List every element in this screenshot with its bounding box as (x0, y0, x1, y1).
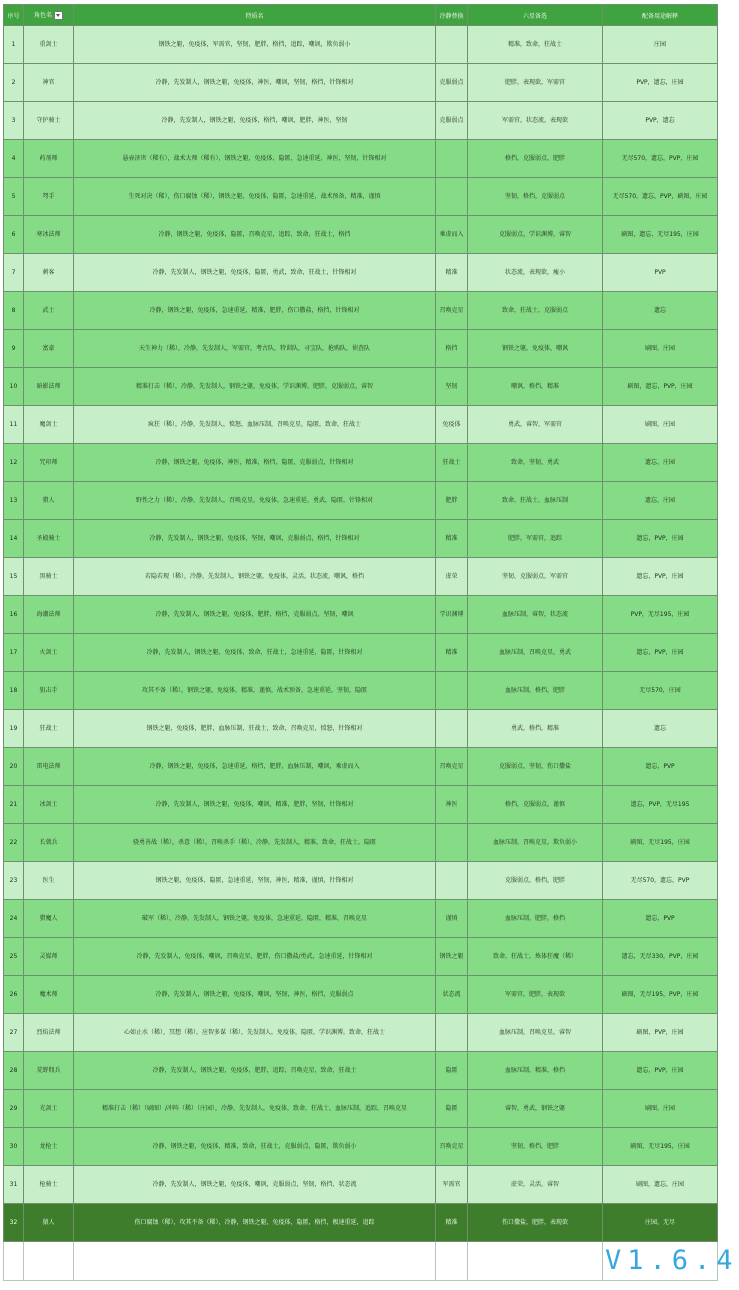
calm-replace-cell (436, 1014, 468, 1052)
traits-cell: 悬壶济世（稀有），战术大师（稀有），钢铁之躯，免疫体，隐匿，急速重延，神医，坚韧，针锋相对 (74, 140, 436, 178)
usage-cell: PVP (603, 254, 718, 292)
traits-cell: 攻其不备（稀），钢铁之躯，免疫体，精准，谨慎，战术预备，急速重延，坚韧，隐匿 (74, 672, 436, 710)
usage-cell: 遗忘，PVP (603, 748, 718, 786)
table-row (4, 26, 718, 64)
row-number-cell: 20 (4, 748, 24, 786)
blank-cell (436, 1242, 468, 1281)
calm-replace-cell (436, 178, 468, 216)
header-name-label: 角色名 (33, 12, 52, 19)
table-row (4, 748, 718, 786)
table-row (4, 140, 718, 178)
role-name-cell: 海潮法师 (24, 596, 74, 634)
row-number-cell: 27 (4, 1014, 24, 1052)
traits-cell: 伤口腐蚀（稀），攻其不备（稀），冷静，钢铁之躯，免疫体，隐匿，格挡，极速重延，追踪 (74, 1204, 436, 1242)
table-row (4, 368, 718, 406)
usage-cell: 遗忘，庄园 (603, 444, 718, 482)
role-name-cell: 重剑士 (24, 26, 74, 64)
usage-cell: PVP，无尽195，庄园 (603, 596, 718, 634)
usage-cell: 遗忘 (603, 292, 718, 330)
traits-cell: 冷静，先发制人，钢铁之躯，免疫体，隐匿，勇武，致命，狂战士，针锋相对 (74, 254, 436, 292)
usage-cell: 刷图，遗忘，无尽195，庄园 (603, 216, 718, 254)
six-star-options-cell: 坚韧，克服弱点，军需官 (468, 558, 603, 596)
usage-cell: 刷图，无尽195，庄园 (603, 824, 718, 862)
role-name-cell: 弩手 (24, 178, 74, 216)
usage-cell: 遗忘，PVP (603, 900, 718, 938)
header-traits: 特质名 (74, 5, 436, 26)
row-number-cell: 22 (4, 824, 24, 862)
role-name-cell: 烈焰法师 (24, 1014, 74, 1052)
calm-replace-cell: 坚韧 (436, 368, 468, 406)
header-calm: 冷静替换 (436, 5, 468, 26)
calm-replace-cell: 召唤克星 (436, 1128, 468, 1166)
traits-cell: 破军（稀），冷静，先发制人，钢铁之躯，免疫体，急速重延，隐匿，精准，召唤克星 (74, 900, 436, 938)
row-number-cell: 2 (4, 64, 24, 102)
role-name-cell: 咒印师 (24, 444, 74, 482)
usage-cell: 无尽570，遗忘，PVP，庄园 (603, 140, 718, 178)
usage-cell: 刷图，庄园 (603, 330, 718, 368)
six-star-options-cell: 致命，狂战士，炼体狂魔（稀） (468, 938, 603, 976)
calm-replace-cell: 乘虚而入 (436, 216, 468, 254)
role-name-cell: 长戟兵 (24, 824, 74, 862)
table-row (4, 634, 718, 672)
six-star-options-cell: 血脉压制，格挡，肥胖 (468, 672, 603, 710)
traits-cell: 冷静，钢铁之躯，免疫体，隐匿，召唤克星，追踪，致命，狂战士，格挡 (74, 216, 436, 254)
six-star-options-cell: 虚荣，灵活，睿智 (468, 1166, 603, 1204)
role-name-cell: 医生 (24, 862, 74, 900)
role-name-cell: 冰剑士 (24, 786, 74, 824)
usage-cell: 遗忘，PVP，庄园 (603, 558, 718, 596)
calm-replace-cell: 钢铁之躯 (436, 938, 468, 976)
row-number-cell: 14 (4, 520, 24, 558)
traits-cell: 心如止水（稀），冥想（稀），应智多谋（稀），先发制人，免疫体，隐匿，学识渊博，致命，狂战士 (74, 1014, 436, 1052)
six-star-options-cell: 格挡，克服弱点，谨慎 (468, 786, 603, 824)
usage-cell: 刷图，无尽195，庄园 (603, 1128, 718, 1166)
row-number-cell: 5 (4, 178, 24, 216)
usage-cell: 遗忘，PVP，庄园 (603, 634, 718, 672)
six-star-options-cell: 军需官，肥胖，表现欲 (468, 976, 603, 1014)
traits-cell: 冷静，先发制人，钢铁之躯，免疫体，嘲讽，精准，肥胖，坚韧，针锋相对 (74, 786, 436, 824)
six-star-options-cell: 克服弱点，格挡，肥胖 (468, 862, 603, 900)
row-number-cell: 10 (4, 368, 24, 406)
row-number-cell: 4 (4, 140, 24, 178)
usage-cell: 遗忘 (603, 710, 718, 748)
header-name[interactable] (24, 5, 74, 26)
traits-cell: 冷静，先发制人，钢铁之躯，免疫体，格挡，嘲讽，肥胖，神医，坚韧 (74, 102, 436, 140)
table-row (4, 102, 718, 140)
traits-cell: 野性之力（稀），冷静，先发制人，召唤克星，免疫体，急速重延，勇武，隐匿，针锋相对 (74, 482, 436, 520)
calm-replace-cell: 学识渊博 (436, 596, 468, 634)
usage-cell: 刷图，遗忘，PVP，庄园 (603, 368, 718, 406)
row-number-cell: 12 (4, 444, 24, 482)
role-name-cell: 雷电法师 (24, 748, 74, 786)
version-label: V1.6.4 (603, 1242, 718, 1281)
usage-cell: 刷图，庄园 (603, 406, 718, 444)
six-star-options-cell: 致命，坚韧，勇武 (468, 444, 603, 482)
blank-row (4, 1242, 718, 1281)
six-star-options-cell: 肥胖，表现欲，军需官 (468, 64, 603, 102)
usage-cell: 遗忘，PVP，无尽195 (603, 786, 718, 824)
header-use: 配备用途解释 (603, 5, 718, 26)
row-number-cell: 31 (4, 1166, 24, 1204)
header-six-star: 六星备选 (468, 5, 603, 26)
row-number-cell: 15 (4, 558, 24, 596)
traits-cell: 钢铁之躯，免疫体，军需官，坚韧，肥胖，格挡，追踪，嘲讽，欺负弱小 (74, 26, 436, 64)
role-name-cell: 寒冰法师 (24, 216, 74, 254)
six-star-options-cell: 军需官，状态流，表现欲 (468, 102, 603, 140)
usage-cell: 遗忘，庄园 (603, 482, 718, 520)
role-name-cell: 龙枪士 (24, 1128, 74, 1166)
table-row (4, 216, 718, 254)
traits-cell: 冷静，先发制人，钢铁之躯，免疫体，肥胖，格挡，克服弱点，坚韧，嘲讽 (74, 596, 436, 634)
role-name-cell: 守护骑士 (24, 102, 74, 140)
table-row (4, 178, 718, 216)
six-star-options-cell: 钢铁之躯，免疫体，嘲讽 (468, 330, 603, 368)
role-name-cell: 药剂师 (24, 140, 74, 178)
row-number-cell: 11 (4, 406, 24, 444)
six-star-options-cell: 肥胖，军需官，追踪 (468, 520, 603, 558)
six-star-options-cell: 血脉压制，精准，格挡 (468, 1052, 603, 1090)
six-star-options-cell: 血脉压制，召唤克星，勇武 (468, 634, 603, 672)
six-star-options-cell: 睿智，勇武，钢铁之躯 (468, 1090, 603, 1128)
usage-cell: 刷图，无尽195，PVP，庄园 (603, 976, 718, 1014)
row-number-cell: 21 (4, 786, 24, 824)
usage-cell: 庄园，无尽 (603, 1204, 718, 1242)
row-number-cell: 7 (4, 254, 24, 292)
traits-cell: 钢铁之躯，免疫体，肥胖，血脉压制，狂战士，致命，召唤克星，愤怒，针锋相对 (74, 710, 436, 748)
blank-cell (24, 1242, 74, 1281)
role-name-cell: 枪骑士 (24, 1166, 74, 1204)
role-name-cell: 暗影法师 (24, 368, 74, 406)
calm-replace-cell: 隐匿 (436, 1052, 468, 1090)
table-row (4, 330, 718, 368)
row-number-cell: 1 (4, 26, 24, 64)
calm-replace-cell (436, 710, 468, 748)
role-name-cell: 魔剑士 (24, 406, 74, 444)
six-star-options-cell: 血脉压制，召唤克星，睿智 (468, 1014, 603, 1052)
role-name-cell: 富豪 (24, 330, 74, 368)
role-name-cell: 刺客 (24, 254, 74, 292)
six-star-options-cell: 精准，致命，狂战士 (468, 26, 603, 64)
six-star-options-cell: 坚韧，格挡，肥胖 (468, 1128, 603, 1166)
role-name-cell: 魔术师 (24, 976, 74, 1014)
table-row (4, 938, 718, 976)
six-star-options-cell: 血脉压制，肥胖，格挡 (468, 900, 603, 938)
six-star-options-cell: 致命，狂战士，克服弱点 (468, 292, 603, 330)
six-star-options-cell: 状态流，表现欲，瘦小 (468, 254, 603, 292)
calm-replace-cell: 军需官 (436, 1166, 468, 1204)
filter-dropdown-icon[interactable] (54, 11, 63, 20)
role-name-cell: 猎人 (24, 482, 74, 520)
calm-replace-cell: 状态流 (436, 976, 468, 1014)
calm-replace-cell (436, 672, 468, 710)
traits-cell: 冷静，先发制人，钢铁之躯，免疫体，神医，嘲讽，坚韧，格挡，针锋相对 (74, 64, 436, 102)
six-star-options-cell: 坚韧，格挡，克服弱点 (468, 178, 603, 216)
row-number-cell: 17 (4, 634, 24, 672)
six-star-options-cell: 伤口撒盐，肥胖，表现欲 (468, 1204, 603, 1242)
traits-cell: 冷静，钢铁之躯，免疫体，急速重延，精准，肥胖，伤口撒盐，格挡，针锋相对 (74, 292, 436, 330)
calm-replace-cell: 虚荣 (436, 558, 468, 596)
six-star-options-cell: 克服弱点，学识渊博，睿智 (468, 216, 603, 254)
calm-replace-cell: 精准 (436, 254, 468, 292)
table-row (4, 710, 718, 748)
traits-cell: 骁勇善战（稀），杀意（稀），召唤杀手（稀），冷静，先发制人，精准，致命，狂战士，隐匿 (74, 824, 436, 862)
table-row (4, 672, 718, 710)
six-star-options-cell: 格挡，克服弱点，肥胖 (468, 140, 603, 178)
traits-cell: 天生神力（稀），冷静，先发制人，军需官，考古队，特训队，寻宝队，抢购队，侦查队 (74, 330, 436, 368)
usage-cell: 刷图，庄园 (603, 1090, 718, 1128)
calm-replace-cell: 肥胖 (436, 482, 468, 520)
row-number-cell: 28 (4, 1052, 24, 1090)
six-star-options-cell: 勇武，睿智，军需官 (468, 406, 603, 444)
usage-cell: PVP，遗忘，庄园 (603, 64, 718, 102)
six-star-options-cell: 勇武，格挡，精准 (468, 710, 603, 748)
calm-replace-cell: 克服弱点 (436, 64, 468, 102)
calm-replace-cell: 召唤克星 (436, 748, 468, 786)
header-row (4, 5, 718, 26)
traits-cell: 精准打击（稀），冷静，先发制人，钢铁之躯，免疫体，学识渊博，肥胖，克服弱点，睿智 (74, 368, 436, 406)
role-name-cell: 火剑士 (24, 634, 74, 672)
calm-replace-cell: 召唤克星 (436, 292, 468, 330)
role-name-cell: 猎魔人 (24, 900, 74, 938)
traits-cell: 若隐若现（稀），冷静，先发制人，钢铁之躯，免疫体，灵活，状态流，嘲讽，格挡 (74, 558, 436, 596)
table-row (4, 824, 718, 862)
row-number-cell: 6 (4, 216, 24, 254)
calm-replace-cell: 神医 (436, 786, 468, 824)
table-row (4, 520, 718, 558)
usage-cell: PVP，遗忘 (603, 102, 718, 140)
table-row (4, 292, 718, 330)
traits-cell: 精准打击（稀）（刷图）/冲阵（稀）（庄园），冷静，先发制人，免疫体，致命，狂战士，血脉压制，追踪，召唤克星 (74, 1090, 436, 1128)
six-star-options-cell: 血脉压制，睿智，状态流 (468, 596, 603, 634)
calm-replace-cell (436, 140, 468, 178)
row-number-cell: 23 (4, 862, 24, 900)
table-row (4, 1052, 718, 1090)
usage-cell: 遗忘，无尽330，PVP，庄园 (603, 938, 718, 976)
row-number-cell: 3 (4, 102, 24, 140)
calm-replace-cell (436, 824, 468, 862)
calm-replace-cell: 狂战士 (436, 444, 468, 482)
row-number-cell: 26 (4, 976, 24, 1014)
calm-replace-cell: 隐匿 (436, 1090, 468, 1128)
usage-cell: 刷图，遗忘，庄园 (603, 1166, 718, 1204)
table-row (4, 1090, 718, 1128)
row-number-cell: 8 (4, 292, 24, 330)
traits-cell: 冷静，先发制人，钢铁之躯，免疫体，嘲讽，克服弱点，坚韧，格挡，状态流 (74, 1166, 436, 1204)
role-name-cell: 灵媒师 (24, 938, 74, 976)
blank-cell (468, 1242, 603, 1281)
calm-replace-cell: 克服弱点 (436, 102, 468, 140)
row-number-cell: 18 (4, 672, 24, 710)
usage-cell: 无尽570，遗忘，PVP，刷图，庄园 (603, 178, 718, 216)
table-row (4, 1128, 718, 1166)
row-number-cell: 19 (4, 710, 24, 748)
row-number-cell: 30 (4, 1128, 24, 1166)
row-number-cell: 24 (4, 900, 24, 938)
table-row (4, 596, 718, 634)
usage-cell: 无尽570，遗忘，PVP (603, 862, 718, 900)
calm-replace-cell: 免疫体 (436, 406, 468, 444)
calm-replace-cell (436, 26, 468, 64)
header-no: 序号 (4, 5, 24, 26)
table-row (4, 862, 718, 900)
table-row (4, 900, 718, 938)
table-row (4, 558, 718, 596)
table-row (4, 406, 718, 444)
usage-cell: 遗忘，PVP，庄园 (603, 1052, 718, 1090)
traits-cell: 冷静，先发制人，钢铁之躯，免疫体，坚韧，嘲讽，克服弱点，格挡，针锋相对 (74, 520, 436, 558)
calm-replace-cell (436, 862, 468, 900)
role-name-cell: 猿人 (24, 1204, 74, 1242)
table-row (4, 444, 718, 482)
role-name-cell: 神官 (24, 64, 74, 102)
row-number-cell: 16 (4, 596, 24, 634)
traits-cell: 冷静，钢铁之躯，免疫体，急速重延，格挡，肥胖，血脉压制，嘲讽，乘虚而入 (74, 748, 436, 786)
blank-cell (74, 1242, 436, 1281)
six-star-options-cell: 血脉压制，召唤克星，欺负弱小 (468, 824, 603, 862)
six-star-options-cell: 致命，狂战士，血脉压制 (468, 482, 603, 520)
row-number-cell: 25 (4, 938, 24, 976)
six-star-options-cell: 嘲讽，格挡，精准 (468, 368, 603, 406)
usage-cell: 庄园 (603, 26, 718, 64)
traits-cell: 冷静，先发制人，免疫体，嘲讽，召唤克星，肥胖，伤口撒盐/勇武，急速重延，针锋相对 (74, 938, 436, 976)
table-row (4, 1204, 718, 1242)
row-number-cell: 32 (4, 1204, 24, 1242)
usage-cell: 刷图，PVP，庄园 (603, 1014, 718, 1052)
table-row (4, 976, 718, 1014)
calm-replace-cell: 格挡 (436, 330, 468, 368)
role-name-cell: 光剑士 (24, 1090, 74, 1128)
traits-cell: 冷静，先发制人，钢铁之躯，免疫体，嘲讽，坚韧，神医，格挡，克服弱点 (74, 976, 436, 1014)
table-row (4, 786, 718, 824)
table-row (4, 64, 718, 102)
calm-replace-cell: 谨慎 (436, 900, 468, 938)
role-name-cell: 黑骑士 (24, 558, 74, 596)
table-row (4, 1014, 718, 1052)
role-name-cell: 圣殿骑士 (24, 520, 74, 558)
usage-cell: 无尽570，庄园 (603, 672, 718, 710)
blank-cell (4, 1242, 24, 1281)
six-star-options-cell: 克服弱点，坚韧，伤口撒盐 (468, 748, 603, 786)
table-row (4, 1166, 718, 1204)
trait-table (3, 4, 739, 1281)
table-row (4, 254, 718, 292)
traits-cell: 钢铁之躯，免疫体，隐匿，急速重延，坚韧，神医，精准，谨慎，针锋相对 (74, 862, 436, 900)
traits-cell: 冷静，先发制人，钢铁之躯，免疫体，肥胖，追踪，召唤克星，致命，狂战士 (74, 1052, 436, 1090)
role-name-cell: 荒野佣兵 (24, 1052, 74, 1090)
traits-cell: 冷静，钢铁之躯，免疫体，神医，精准，格挡，隐匿，克服弱点，针锋相对 (74, 444, 436, 482)
row-number-cell: 29 (4, 1090, 24, 1128)
calm-replace-cell: 精准 (436, 634, 468, 672)
calm-replace-cell: 精准 (436, 520, 468, 558)
table-body (4, 26, 718, 1242)
traits-cell: 疯狂（稀），冷静，先发制人，愤怒，血脉压制，召唤克星，隐匿，致命，狂战士 (74, 406, 436, 444)
row-number-cell: 9 (4, 330, 24, 368)
traits-cell: 冷静，钢铁之躯，免疫体，精准，致命，狂战士，克服弱点，隐匿，欺负弱小 (74, 1128, 436, 1166)
role-name-cell: 狂战士 (24, 710, 74, 748)
traits-cell: 生死对决（稀），伤口腐蚀（稀），钢铁之躯，免疫体，隐匿，急速重延，战术预备，精准，谨慎 (74, 178, 436, 216)
role-name-cell: 武士 (24, 292, 74, 330)
role-name-cell: 狙击手 (24, 672, 74, 710)
calm-replace-cell: 精准 (436, 1204, 468, 1242)
traits-cell: 冷静，先发制人，钢铁之躯，免疫体，致命，狂战士，急速重延，隐匿，针锋相对 (74, 634, 436, 672)
row-number-cell: 13 (4, 482, 24, 520)
usage-cell: 遗忘，PVP，庄园 (603, 520, 718, 558)
table-row (4, 482, 718, 520)
